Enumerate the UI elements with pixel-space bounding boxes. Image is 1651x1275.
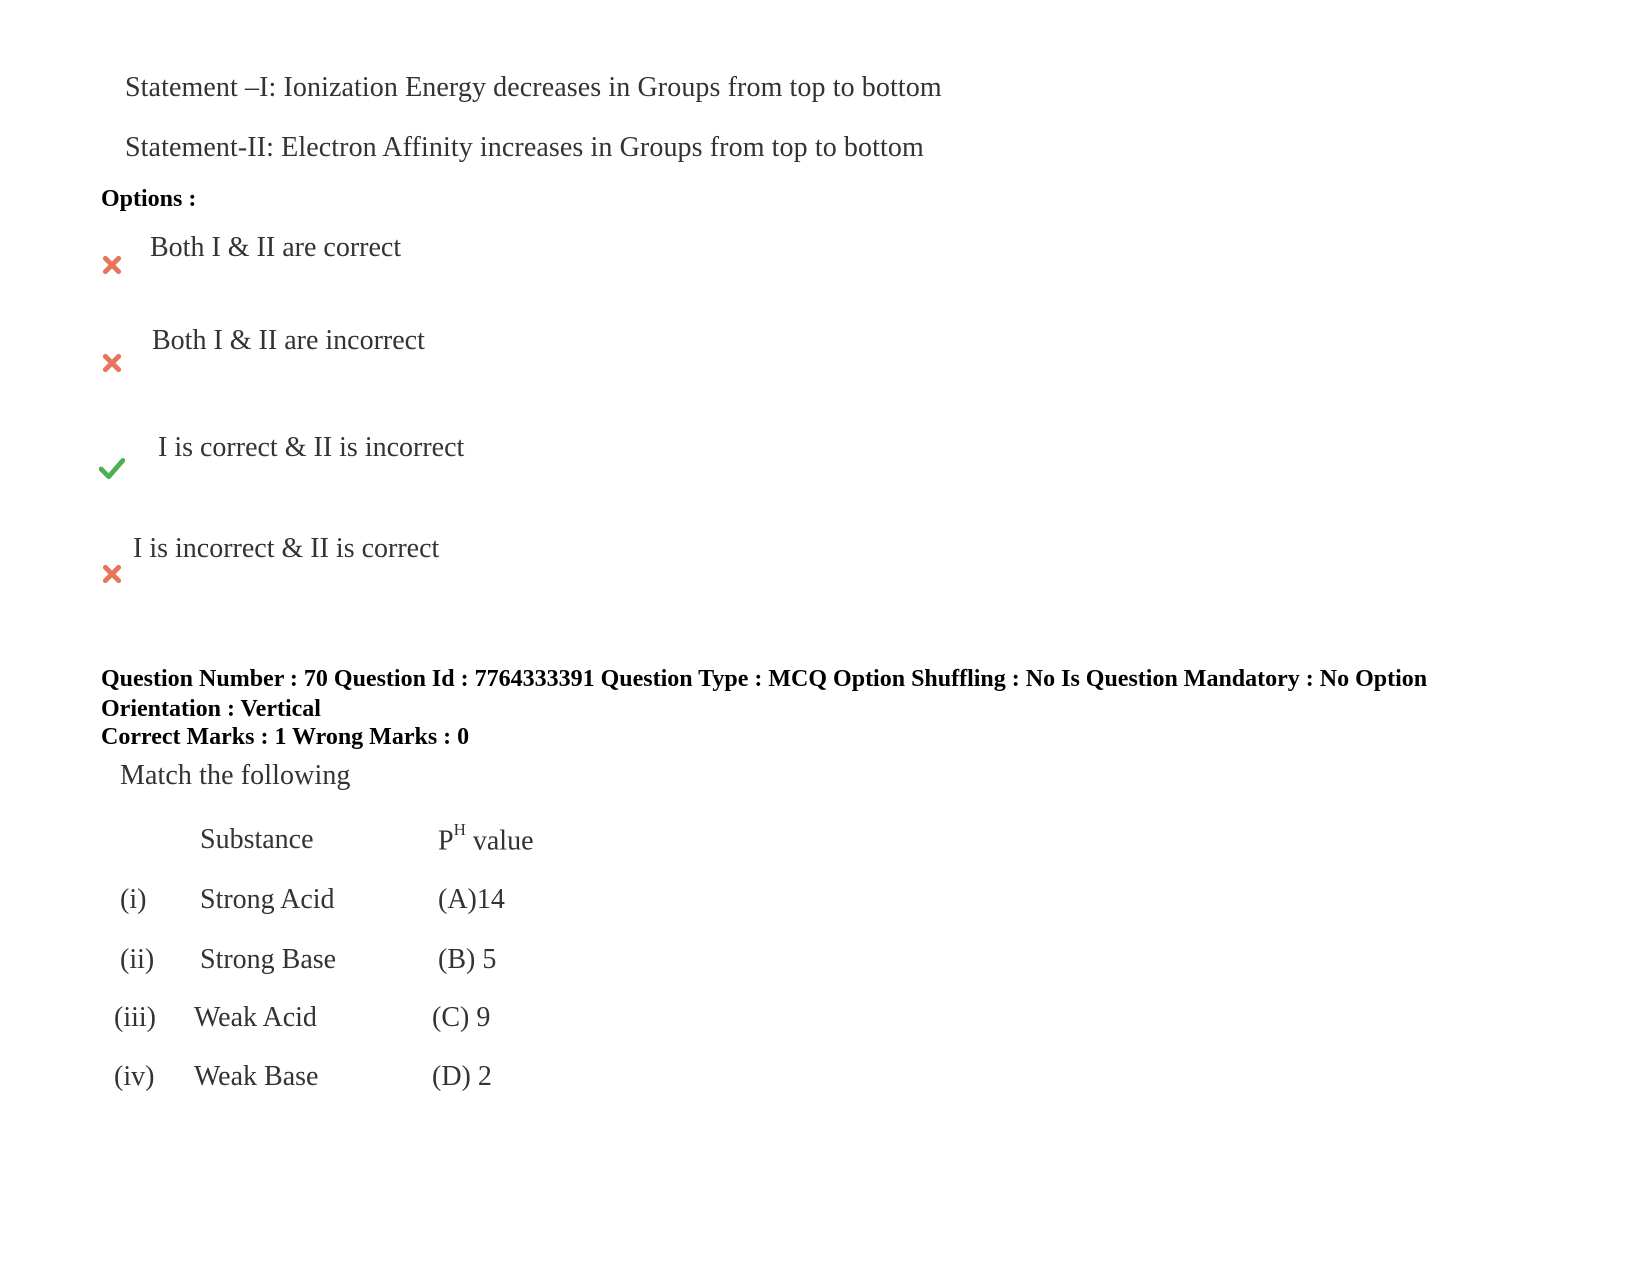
row-2-num: (ii) — [120, 944, 155, 975]
cross-icon — [101, 254, 123, 276]
row-3-substance: Weak Acid — [194, 1002, 317, 1033]
question-prompt: Match the following — [120, 760, 351, 791]
statement-2: Statement-II: Electron Affinity increases in Groups from top to bottom — [125, 132, 924, 163]
row-1-value: (A)14 — [438, 884, 505, 915]
check-icon — [99, 456, 125, 480]
statement-1: Statement –I: Ionization Energy decreases in Groups from top to bottom — [125, 72, 942, 103]
row-4-num: (iv) — [114, 1061, 155, 1092]
row-1-substance: Strong Acid — [200, 884, 335, 915]
row-2-substance: Strong Base — [200, 944, 337, 975]
row-3-value: (C) 9 — [432, 1002, 491, 1033]
option-2-text: Both I & II are incorrect — [152, 325, 425, 356]
row-2-value: (B) 5 — [438, 944, 497, 975]
row-4-value: (D) 2 — [432, 1061, 492, 1092]
option-4-text: I is incorrect & II is correct — [133, 533, 440, 564]
option-3-text: I is correct & II is incorrect — [158, 432, 465, 463]
option-1-text: Both I & II are correct — [150, 232, 402, 263]
cross-icon — [101, 352, 123, 374]
header-substance: Substance — [200, 824, 314, 855]
question-meta: Question Number : 70 Question Id : 7764333391 Question Type : MCQ Option Shuffling : No Is Question Mandatory : No Option Orientation : Vertical — [101, 666, 1428, 722]
cross-icon — [101, 563, 123, 585]
header-ph-value: $P^H$ value — [438, 820, 534, 857]
row-4-substance: Weak Base — [194, 1061, 319, 1092]
row-1-num: (i) — [120, 884, 147, 915]
options-label: Options : — [101, 186, 197, 212]
marks-line: Correct Marks : 1 Wrong Marks : 0 — [101, 724, 470, 750]
row-3-num: (iii) — [114, 1002, 156, 1033]
